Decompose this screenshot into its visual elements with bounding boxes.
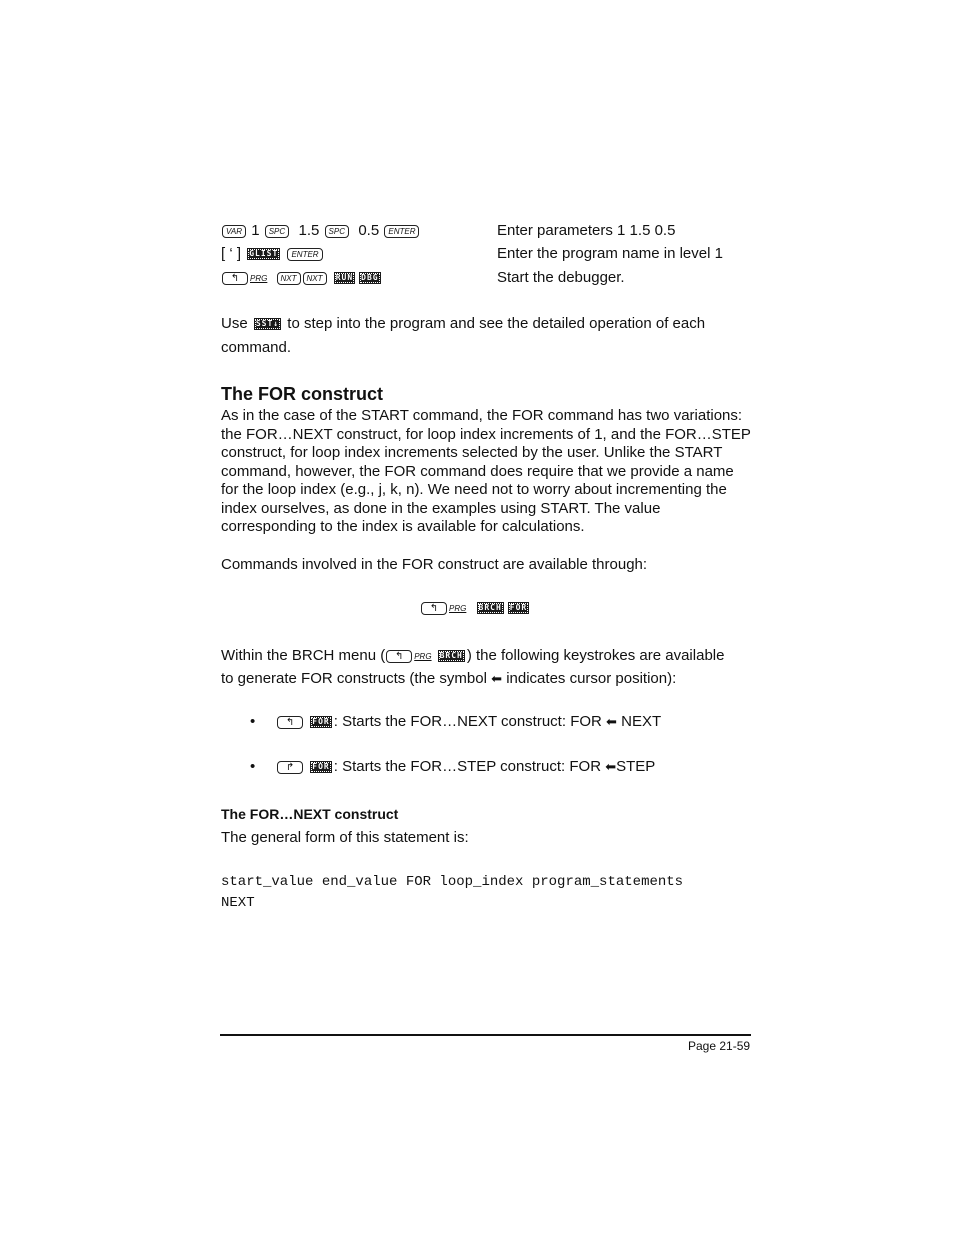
para-line: index ourselves, as done in the examples using START. The value: [221, 499, 661, 517]
cursor-arrow-icon: ⬅: [491, 671, 503, 687]
spc-key-2: SPC: [325, 225, 349, 238]
footer-rule: [220, 1034, 751, 1036]
within-line-1: [221, 647, 724, 664]
para-line: construct, for loop index increments selected by the user. Unlike the START: [221, 444, 723, 461]
within-text-b: ) the following keystrokes are available: [466, 647, 725, 664]
bullet-for-next: [250, 713, 661, 730]
brch-softkey: BRCH: [439, 651, 463, 661]
bullet-dot: •: [250, 758, 256, 775]
left-shift-icon: ↰: [222, 272, 248, 285]
prg-label: PRG: [414, 651, 432, 661]
prg-label: PRG: [449, 603, 467, 613]
center-keystrokes: [420, 599, 531, 616]
bullet-text-end: NEXT: [616, 713, 662, 730]
para-line: command, however, the FOR command does require that we provide a name: [221, 462, 734, 480]
para-line: the FOR…NEXT construct, for loop index increments of 1, and the FOR…STEP: [221, 425, 751, 443]
code-line-2: NEXT: [221, 895, 255, 911]
sst-softkey: SST↓: [255, 319, 280, 329]
row-2-description: Enter the program name in level 1: [497, 245, 723, 262]
value-1: 1: [251, 222, 260, 239]
code-line-1: start_value end_value FOR loop_index program_statements: [221, 874, 684, 890]
value-0-5: 0.5: [358, 222, 380, 239]
prg-label: PRG: [250, 273, 268, 283]
for-softkey: FOR: [509, 603, 528, 613]
within-text-c: to generate FOR constructs (the symbol: [221, 670, 487, 687]
subsection-title: The FOR…NEXT construct: [221, 806, 399, 822]
commands-line: Commands involved in the FOR construct are available through:: [221, 556, 648, 573]
para-line: for the loop index (e.g., j, k, n). We need not to worry about incrementing the: [221, 481, 727, 498]
glist-softkey: GLIST: [249, 249, 279, 259]
left-shift-icon: ↰: [421, 602, 447, 615]
use-sst-line: [221, 315, 705, 332]
within-text-d: indicates cursor position):: [506, 670, 677, 687]
bullet-for-step: [250, 758, 655, 775]
bullet-text: : Starts the FOR…STEP construct: FOR: [333, 758, 602, 775]
brch-softkey: BRCH: [478, 603, 502, 613]
quote-key: [ ‘ ]: [221, 245, 242, 262]
for-softkey: FOR: [312, 762, 330, 772]
value-1-5: 1.5: [298, 222, 320, 239]
right-shift-icon: ↱: [277, 761, 303, 774]
enter-key: ENTER: [384, 225, 419, 238]
run-softkey: RUN: [335, 273, 354, 283]
nxt-key-2: NXT: [303, 272, 327, 285]
use-sst-line-2: command.: [221, 339, 292, 356]
for-softkey: FOR: [312, 717, 330, 727]
within-line-2: [221, 670, 676, 687]
row-1-description: Enter parameters 1 1.5 0.5: [497, 222, 676, 239]
para-line: corresponding to the index is available for calculations.: [221, 518, 585, 535]
within-text-a: Within the BRCH menu (: [221, 647, 386, 664]
dbg-softkey: DBG: [361, 273, 379, 283]
cursor-arrow-icon: ⬅: [606, 714, 617, 730]
para-line: As in the case of the START command, the FOR command has two variations:: [221, 407, 743, 424]
keystroke-row-2: [221, 245, 324, 262]
left-shift-icon: ↰: [386, 650, 412, 663]
general-form-line: The general form of this statement is:: [221, 829, 469, 846]
section-paragraph: [221, 407, 751, 537]
keystroke-row-3: [221, 269, 383, 286]
row-3-description: Start the debugger.: [497, 269, 625, 286]
spc-key: SPC: [265, 225, 289, 238]
bullet-dot: •: [250, 713, 256, 730]
nxt-key: NXT: [277, 272, 301, 285]
left-shift-icon: ↰: [277, 716, 303, 729]
use-sst-text: to step into the program and see the detailed operation of each: [287, 315, 706, 332]
page-number: Page 21-59: [688, 1039, 751, 1053]
var-key: VAR: [222, 225, 246, 238]
use-prefix: Use: [221, 315, 248, 332]
enter-key-2: ENTER: [287, 248, 322, 261]
bullet-text: : Starts the FOR…NEXT construct: FOR: [333, 713, 602, 730]
section-title: The FOR construct: [221, 384, 384, 404]
cursor-arrow-icon: ⬅: [605, 759, 617, 775]
bullet-text-end: STEP: [616, 758, 656, 775]
keystroke-row-1: [221, 222, 420, 239]
